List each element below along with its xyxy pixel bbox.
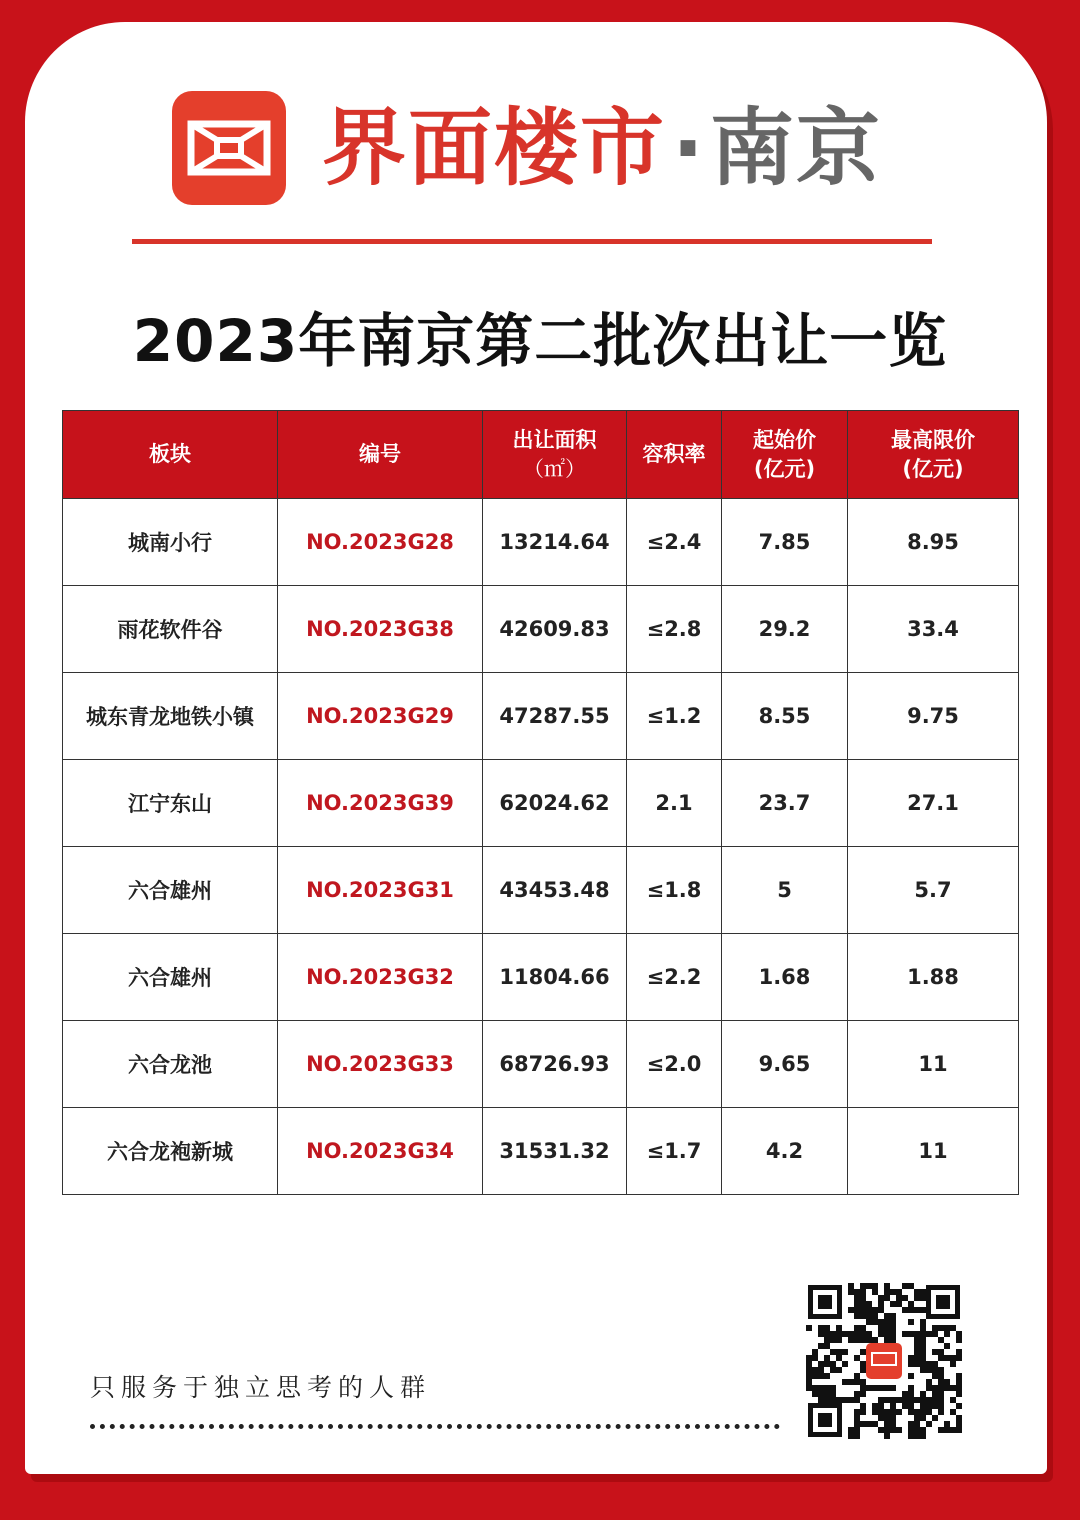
cell-block: 六合龙袍新城 <box>63 1108 278 1195</box>
cell-code: NO.2023G31 <box>278 847 483 934</box>
jiemian-logo-icon <box>172 91 286 205</box>
cell-area: 62024.62 <box>483 760 627 847</box>
cell-block: 雨花软件谷 <box>63 586 278 673</box>
cell-start-price: 29.2 <box>722 586 848 673</box>
cell-far: ≤2.2 <box>627 934 722 1021</box>
land-auction-table <box>62 410 1019 1195</box>
table-row <box>63 586 1019 673</box>
cell-start-price: 5 <box>722 847 848 934</box>
table-row <box>63 1108 1019 1195</box>
cell-block: 城南小行 <box>63 499 278 586</box>
cell-area: 11804.66 <box>483 934 627 1021</box>
header-max-price: 最高限价 (亿元) <box>848 411 1019 499</box>
header-block: 板块 <box>63 411 278 499</box>
cell-code: NO.2023G32 <box>278 934 483 1021</box>
table-row <box>63 760 1019 847</box>
qr-finder-top-right <box>926 1285 960 1319</box>
cell-code: NO.2023G39 <box>278 760 483 847</box>
table-row <box>63 499 1019 586</box>
cell-start-price: 23.7 <box>722 760 848 847</box>
dotted-divider <box>90 1424 780 1429</box>
header-area: 出让面积 （㎡） <box>483 411 627 499</box>
brand-separator: · <box>672 99 704 197</box>
cell-max-price: 33.4 <box>848 586 1019 673</box>
cell-far: ≤2.0 <box>627 1021 722 1108</box>
brand-header <box>172 91 882 205</box>
cell-block: 六合雄州 <box>63 934 278 1021</box>
table-row <box>63 673 1019 760</box>
cell-code: NO.2023G29 <box>278 673 483 760</box>
cell-far: 2.1 <box>627 760 722 847</box>
cell-far: ≤2.4 <box>627 499 722 586</box>
cell-max-price: 8.95 <box>848 499 1019 586</box>
cell-max-price: 27.1 <box>848 760 1019 847</box>
header-code: 编号 <box>278 411 483 499</box>
table-row <box>63 934 1019 1021</box>
cell-area: 68726.93 <box>483 1021 627 1108</box>
cell-max-price: 11 <box>848 1021 1019 1108</box>
header-far: 容积率 <box>627 411 722 499</box>
cell-start-price: 7.85 <box>722 499 848 586</box>
cell-start-price: 1.68 <box>722 934 848 1021</box>
cell-area: 47287.55 <box>483 673 627 760</box>
page-title: 2023年南京第二批次出让一览 <box>132 307 948 375</box>
cell-block: 江宁东山 <box>63 760 278 847</box>
cell-area: 13214.64 <box>483 499 627 586</box>
cell-block: 城东青龙地铁小镇 <box>63 673 278 760</box>
cell-area: 42609.83 <box>483 586 627 673</box>
cell-max-price: 1.88 <box>848 934 1019 1021</box>
qr-finder-bottom-left <box>808 1403 842 1437</box>
table-row <box>63 847 1019 934</box>
cell-far: ≤2.8 <box>627 586 722 673</box>
qr-code-icon[interactable] <box>806 1283 962 1439</box>
cell-start-price: 4.2 <box>722 1108 848 1195</box>
cell-far: ≤1.7 <box>627 1108 722 1195</box>
qr-finder-top-left <box>808 1285 842 1319</box>
brand-city: 南京 <box>709 99 882 197</box>
header-divider <box>132 239 932 244</box>
cell-code: NO.2023G33 <box>278 1021 483 1108</box>
cell-start-price: 8.55 <box>722 673 848 760</box>
cell-block: 六合龙池 <box>63 1021 278 1108</box>
cell-area: 43453.48 <box>483 847 627 934</box>
cell-max-price: 9.75 <box>848 673 1019 760</box>
cell-code: NO.2023G28 <box>278 499 483 586</box>
footer-tagline: 只服务于独立思考的人群 <box>90 1373 432 1402</box>
cell-code: NO.2023G34 <box>278 1108 483 1195</box>
table-row <box>63 1021 1019 1108</box>
cell-start-price: 9.65 <box>722 1021 848 1108</box>
cell-far: ≤1.8 <box>627 847 722 934</box>
table-header-row <box>63 411 1019 499</box>
brand-name-red: 界面楼市 <box>322 99 667 197</box>
header-start-price: 起始价 (亿元) <box>722 411 848 499</box>
cell-block: 六合雄州 <box>63 847 278 934</box>
cell-code: NO.2023G38 <box>278 586 483 673</box>
cell-max-price: 11 <box>848 1108 1019 1195</box>
cell-max-price: 5.7 <box>848 847 1019 934</box>
cell-area: 31531.32 <box>483 1108 627 1195</box>
cell-far: ≤1.2 <box>627 673 722 760</box>
